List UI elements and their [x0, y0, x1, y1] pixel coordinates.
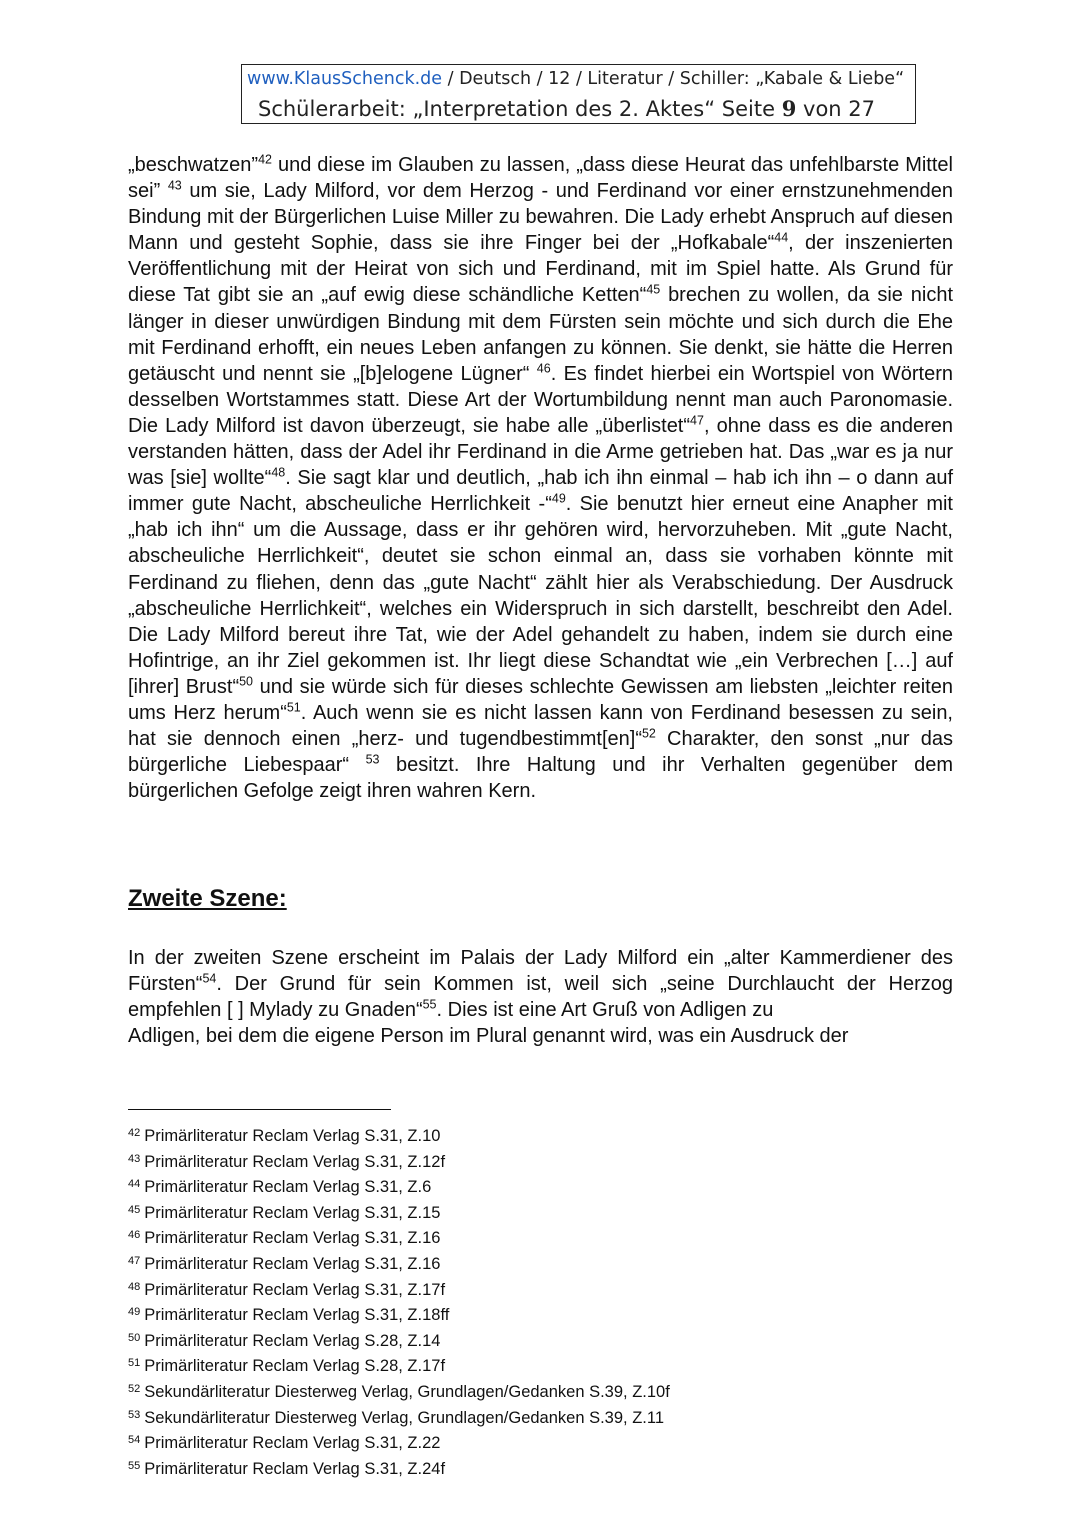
text-run: . Sie benutzt hier erneut eine Anapher mit „hab ich ihn“ um die Aussage, dass er ihr gehören wird, hervorzuheben. Mit „gute Nacht, abscheuliche Herrlichkeit“, deutet sie schon einmal an, dass sie vorhaben könnte mit Ferdinand zu fliehen, denn das „gute Nacht“ zählt hier als Verabschiedung. Der Ausdruck „abscheuliche Herrlichkeit“, welches ein Widerspruch in sich darstellt, beschreibt den Adel. Die Lady Milford bereut ihre Tat, wie der Adel gehandelt zu haben, indem sie durch eine Hofintrige, an ihr Ziel gekommen ist. Ihr liegt diese Schandtat wie „ein Verbrechen […] auf [ihrer] Brust“: [128, 493, 953, 698]
text-run: In der zweiten Szene erscheint im Palais der Lady Milford ein „alter Kammerdiener des Fürsten“: [128, 947, 953, 996]
footnote-text: Primärliteratur Reclam Verlag S.31, Z.22: [144, 1434, 441, 1453]
text-run: Charakter, den sonst „nur das bürgerliche Liebespaar“: [128, 728, 953, 777]
text-run: um sie, Lady Milford, vor dem Herzog - und Ferdinand vor einer ernstzunehmenden Bindung mit der Bürgerlichen Luise Miller zu bewahren. Die Lady erhebt Anspruch auf diesen Mann und gesteht Sophie, dass sie ihre Finger bei der „Hofkabale“: [128, 180, 953, 255]
text-run: Adligen, bei dem die eigene Person im Plural genannt wird, was ein Ausdruck der: [128, 1025, 849, 1048]
footnote-ref: 43: [167, 178, 182, 193]
text-run: und diese im Glauben zu lassen, „dass diese Heurat das unfehlbarste Mittel sei”: [128, 154, 953, 203]
footnote-text: Primärliteratur Reclam Verlag S.31, Z.10: [144, 1127, 441, 1145]
footnote-number: 51: [128, 1357, 141, 1370]
footnote: [128, 1327, 670, 1353]
footnote: [128, 1276, 670, 1302]
footnote-ref: 42: [258, 152, 272, 167]
text-run: . Der Grund für sein Kommen ist, weil sich „seine Durchlaucht der Herzog empfehlen [ ] Mylady zu Gnaden“: [128, 973, 953, 1022]
footnote-ref: 47: [690, 413, 704, 428]
scene-paragraph: [128, 945, 953, 1049]
footnote-ref: 55: [422, 997, 437, 1012]
course-path: / Deutsch / 12 / Literatur / Schiller: „Kabale & Liebe“: [442, 69, 905, 89]
footnote-text: Primärliteratur Reclam Verlag S.28, Z.14: [144, 1331, 441, 1350]
footnote: [128, 1199, 670, 1225]
footnote-text: Sekundärliteratur Diesterweg Verlag, Grundlagen/Gedanken S.39, Z.11: [144, 1408, 664, 1427]
text-run: , der inszenierten Veröffentlichung mit der Heirat von sich und Ferdinand, mit im Spiel hatte. Als Grund für diese Tat gibt sie an „auf ewig diese schändliche Ketten“: [128, 232, 953, 307]
footnote-text: Sekundärliteratur Diesterweg Verlag, Grundlagen/Gedanken S.39, Z.10f: [144, 1382, 670, 1401]
footnote-ref: 44: [774, 230, 789, 245]
footnote-text: Primärliteratur Reclam Verlag S.31, Z.12f: [144, 1152, 446, 1171]
footnote-ref: 45: [646, 282, 661, 297]
footnote: [128, 1378, 670, 1404]
footnote-ref: 46: [536, 361, 551, 376]
footnote: [128, 1122, 670, 1148]
footnote-text: Primärliteratur Reclam Verlag S.31, Z.16: [144, 1254, 441, 1273]
footnote-number: 55: [128, 1459, 141, 1472]
footnote-number: 45: [128, 1203, 141, 1216]
footnote-ref: 52: [641, 726, 656, 741]
page-header: [241, 64, 916, 124]
text-run: . Sie sagt klar und deutlich, „hab ich ihn einmal – hab ich ihn – o dann auf immer gute Nacht, abscheuliche Herrlichkeit -“: [128, 467, 953, 516]
footnote-number: 50: [128, 1331, 141, 1344]
footnote-ref: 49: [551, 491, 566, 506]
footnote: [128, 1173, 670, 1199]
site-link[interactable]: www.KlausSchenck.de: [247, 69, 443, 89]
footnote-number: 49: [128, 1306, 141, 1319]
footnote-divider: [128, 1109, 391, 1110]
footnote-number: 52: [128, 1382, 141, 1395]
page-number: 9: [781, 96, 797, 121]
footnote: [128, 1224, 670, 1250]
text-run: . Es findet hierbei ein Wortspiel von Wörtern desselben Wortstammes statt. Diese Art der Wortumbildung nennt man auch Paronomasie. Die Lady Milford ist davon überzeugt, sie habe alle „überlistet“: [128, 362, 953, 437]
footnote: [128, 1455, 670, 1481]
page-total: von 27: [796, 97, 876, 121]
footnote: [128, 1250, 670, 1276]
footnote-text: Primärliteratur Reclam Verlag S.31, Z.24f: [144, 1459, 446, 1478]
footnote-ref: 48: [271, 465, 286, 480]
footnote-ref: 51: [286, 700, 301, 715]
footnote: [128, 1301, 670, 1327]
footnote-number: 54: [128, 1434, 141, 1447]
footnote-ref: 53: [365, 752, 380, 767]
footnote: [128, 1148, 670, 1174]
footnote-text: Primärliteratur Reclam Verlag S.31, Z.18ff: [144, 1306, 450, 1325]
body-paragraph: [128, 152, 953, 804]
footnote: [128, 1429, 670, 1455]
footnote-number: 44: [128, 1178, 141, 1191]
footnote-number: 47: [128, 1254, 141, 1267]
footnote-text: Primärliteratur Reclam Verlag S.31, Z.6: [144, 1178, 432, 1197]
doc-title: [258, 96, 875, 122]
footnote-number: 43: [128, 1152, 141, 1165]
text-run: . Dies ist eine Art Gruß von Adligen zu: [436, 999, 774, 1022]
footnote-number: 48: [128, 1280, 141, 1293]
text-run: und sie würde sich für dieses schlechte Gewissen am liebsten „leichter reiten ums Herz herum“: [128, 675, 953, 724]
footnote-text: Primärliteratur Reclam Verlag S.31, Z.17f: [144, 1280, 446, 1299]
text-run: „beschwatzen”: [128, 154, 259, 176]
footnote: [128, 1404, 670, 1430]
section-heading: Zweite Szene:: [128, 885, 287, 912]
footnote-number: 53: [128, 1408, 141, 1421]
footnote-ref: 50: [239, 674, 254, 689]
footnote-text: Primärliteratur Reclam Verlag S.31, Z.15: [144, 1203, 441, 1222]
footnote-text: Primärliteratur Reclam Verlag S.28, Z.17f: [144, 1357, 446, 1376]
footnote: [128, 1352, 670, 1378]
header-breadcrumb: [247, 67, 904, 91]
footnote-list: [128, 1122, 670, 1480]
footnote-text: Primärliteratur Reclam Verlag S.31, Z.16: [144, 1229, 441, 1248]
doc-title-text: Schülerarbeit: „Interpretation des 2. Aktes“ Seite: [258, 97, 782, 121]
text-run: . Auch wenn sie es nicht lassen kann von Ferdinand besessen zu sein, hat sie dennoch einen „herz- und tugendbestimmt[en]“: [128, 701, 953, 751]
footnote-number: 42: [128, 1127, 141, 1139]
text-run: besitzt. Ihre Haltung und ihr Verhalten gegenüber dem bürgerlichen Gefolge zeigt ihren wahren Kern.: [128, 754, 953, 803]
footnote-number: 46: [128, 1229, 141, 1242]
text-run: , ohne dass es die anderen verstanden hätten, dass der Adel ihr Ferdinand in die Arme getrieben hat. Das „war es ja nur was [sie] wollte“: [128, 414, 953, 490]
footnote-ref: 54: [202, 971, 217, 986]
text-run: brechen zu wollen, da sie nicht länger in dieser unwürdigen Bindung mit dem Fürsten sein möchte und sich durch die Ehe mit Ferdinand erhofft, ein neues Leben anfangen zu können. Sie denkt, sie hätte die Herren getäuscht und nennt sie „[b]elogene Lügner“: [128, 284, 953, 385]
